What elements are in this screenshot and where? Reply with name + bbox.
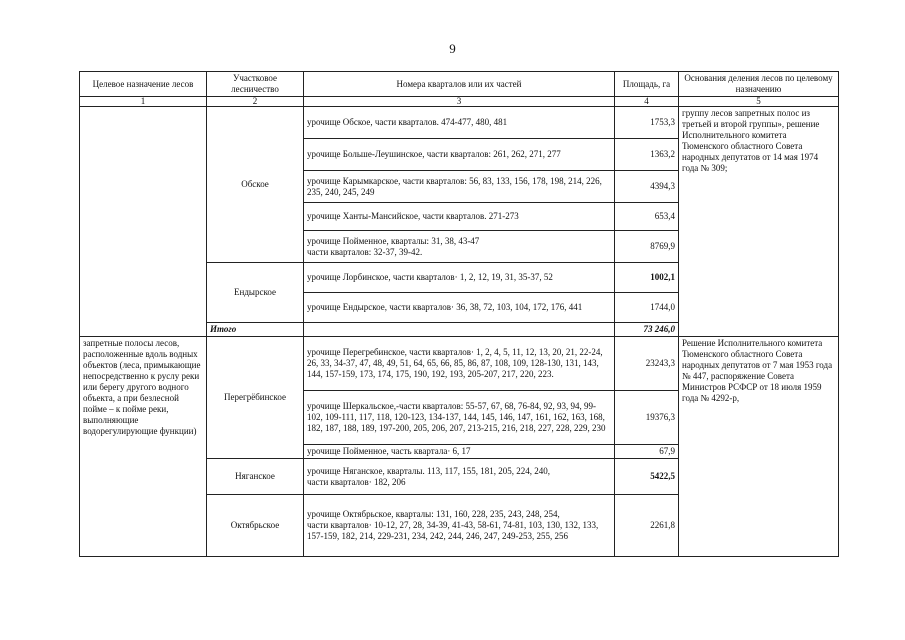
header-quarters: Номера кварталов или их частей xyxy=(304,72,615,97)
forestry-name: Обское xyxy=(207,107,304,263)
quarters-cell: урочище Лорбинское, части кварталов· 1, 2, 12, 19, 31, 35-37, 52 xyxy=(304,263,615,293)
col-number: 1 xyxy=(80,97,207,107)
header-forestry: Участковое лесничество xyxy=(207,72,304,97)
area-cell: 19376,3 xyxy=(615,391,679,445)
col-number: 5 xyxy=(679,97,839,107)
area-cell: 653,4 xyxy=(615,203,679,231)
col-number: 3 xyxy=(304,97,615,107)
quarters-cell: урочище Няганское, кварталы. 113, 117, 155, 181, 205, 224, 240, части кварталов· 182, 206 xyxy=(304,459,615,495)
basis-cell: Решение Исполнительного комитета Тюменского областного Совета народных депутатов от 7 мая 1953 года № 447, распоряжение Совета Министров РСФСР от 18 июля 1959 года № 4292-р, xyxy=(679,337,839,557)
area-cell: 1753,3 xyxy=(615,107,679,139)
quarters-cell: урочище Больше-Леушинское, части кварталов: 261, 262, 271, 277 xyxy=(304,139,615,171)
forestry-name: Ендырское xyxy=(207,263,304,323)
page-number: 9 xyxy=(449,41,456,56)
quarters-cell: урочище Пойменное, кварталы: 31, 38, 43-47 части кварталов: 32-37, 39-42. xyxy=(304,231,615,263)
area-cell: 2261,8 xyxy=(615,495,679,557)
area-cell: 23243,3 xyxy=(615,337,679,391)
area-cell: 4394,3 xyxy=(615,171,679,203)
col-number: 4 xyxy=(615,97,679,107)
purpose-cell: запретные полосы лесов, расположенные вдоль водных объектов (леса, примыкающие непосредственно к руслу реки или берегу другого водного объекта, а при безлесной пойме – к пойме реки, выполняющие водорегулирующие функции) xyxy=(80,337,207,557)
total-label: Итого xyxy=(207,323,304,337)
quarters-cell: урочище Обское, части кварталов. 474-477, 480, 481 xyxy=(304,107,615,139)
area-cell: 1363,2 xyxy=(615,139,679,171)
header-purpose: Целевое назначение лесов xyxy=(80,72,207,97)
forest-purpose-table xyxy=(79,71,839,557)
total-area: 73 246,0 xyxy=(615,323,679,337)
purpose-cell-empty xyxy=(80,107,207,337)
quarters-cell: урочище Ендырское, части кварталов· 36, 38, 72, 103, 104, 172, 176, 441 xyxy=(304,293,615,323)
header-basis: Основания деления лесов по целевому назначению xyxy=(679,72,839,97)
forestry-name: Октябрьское xyxy=(207,495,304,557)
quarters-cell: урочище Шеркальское,-части кварталов: 55-57, 67, 68, 76-84, 92, 93, 94, 99-102, 109-111, 117, 118, 120-123, 134-137, 144, 145, 146, 147, 161, 162, 163, 168, 182, 187, 188, 189, 197-200, 205, 206, 207, 213-215, 216, 218, 227, 228, 229, 230 xyxy=(304,391,615,445)
quarters-cell: урочище Пойменное, часть квартала· 6, 17 xyxy=(304,445,615,459)
forestry-name: Перегрёбинское xyxy=(207,337,304,459)
area-cell: 1744,0 xyxy=(615,293,679,323)
forestry-name: Няганское xyxy=(207,459,304,495)
quarters-cell: урочище Перегребинское, части кварталов· 1, 2, 4, 5, 11, 12, 13, 20, 21, 22-24, 26, 33, 34-37, 47, 48, 49, 51, 64, 65, 66, 85, 86, 87, 108, 109, 128-130, 131, 143, 144, 157-159, 173, 174, 175, 190, 192, 193, 205-207, 217, 220, 223. xyxy=(304,337,615,391)
basis-cell: группу лесов запретных полос из третьей и второй группы», решение Исполнительного комитета Тюменского областного Совета народных депутатов от 14 мая 1974 года № 309; xyxy=(679,107,839,337)
area-cell: 5422,5 xyxy=(615,459,679,495)
quarters-cell: урочище Октябрьское, кварталы: 131, 160, 228, 235, 243, 248, 254, части кварталов· 10-12, 27, 28, 34-39, 41-43, 58-61, 74-81, 103, 130, 132, 133, 157-159, 182, 214, 229-231, 234, 242, 244, 246, 247, 249-253, 255, 256 xyxy=(304,495,615,557)
quarters-cell: урочище Карымкарское, части кварталов: 56, 83, 133, 156, 178, 198, 214, 226, 235, 240, 245, 249 xyxy=(304,171,615,203)
area-cell: 67,9 xyxy=(615,445,679,459)
quarters-cell: урочище Ханты-Мансийское, части кварталов. 271-273 xyxy=(304,203,615,231)
col-number: 2 xyxy=(207,97,304,107)
area-cell: 8769,9 xyxy=(615,231,679,263)
total-empty xyxy=(304,323,615,337)
area-cell: 1002,1 xyxy=(615,263,679,293)
header-area: Площадь, га xyxy=(615,72,679,97)
